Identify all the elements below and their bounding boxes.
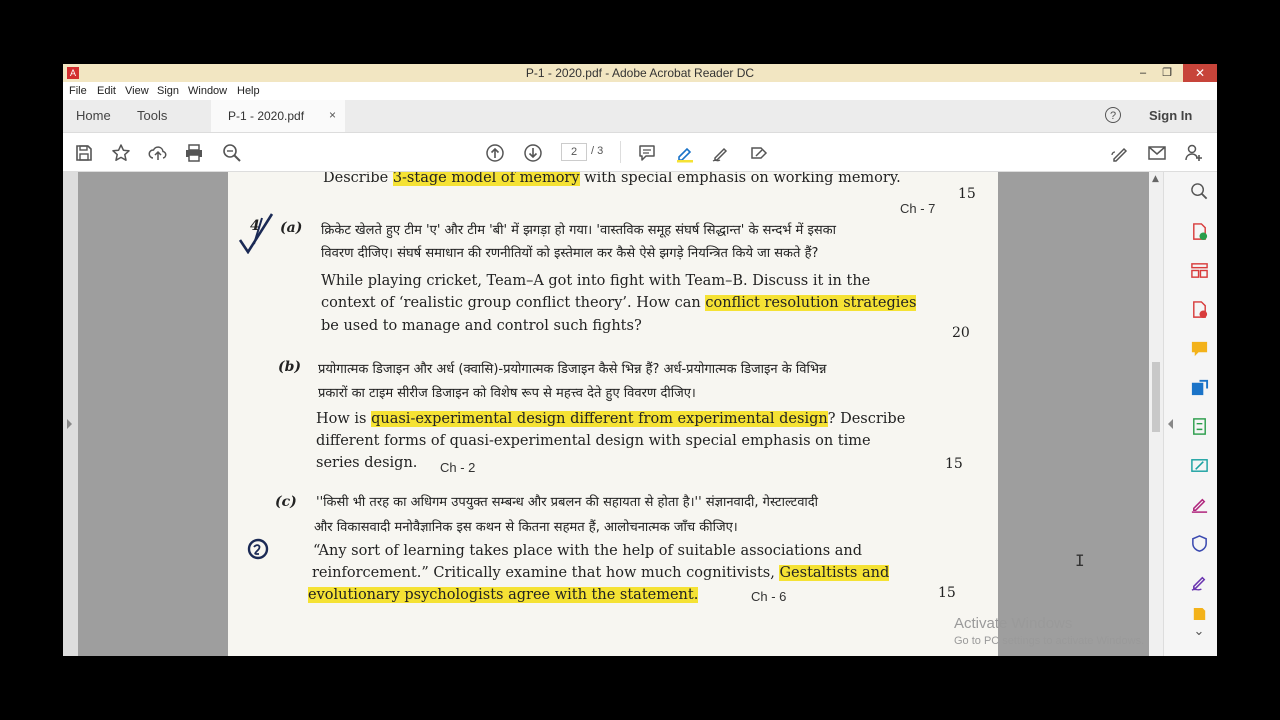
part-label: (b) [278,359,302,375]
marks: 15 [938,585,956,601]
text-line [308,587,698,603]
chapter-note: Ch - 6 [751,589,787,604]
part-label: (a) [280,220,303,236]
highlight: conflict resolution strategies [705,295,917,311]
scroll-down-icon[interactable]: ⌄ [1193,623,1205,639]
zoom-search-icon[interactable] [1188,180,1210,202]
text-line: with special emphasis on working memory. [579,172,901,186]
highlight: 3-stage model of memory [392,172,580,186]
text-line: different forms of quasi-experimental design with special emphasis on time [316,433,871,449]
upload-cloud-icon[interactable] [147,142,169,164]
tab-bar [63,100,1217,133]
hindi-line: क्रिकेट खेलते हुए टीम 'ए' और टीम 'बी' में झगड़ा हो गया। 'वास्तविक समूह संघर्ष सिद्धान्त' के सन्दर्भ में इसका [321,223,836,238]
vertical-scrollbar[interactable] [1149,172,1163,656]
page-down-icon[interactable] [522,142,544,164]
question-3-tail [323,172,901,186]
collapse-pane-icon[interactable] [1168,419,1173,429]
menu-sign[interactable]: Sign [157,85,180,97]
page-number [561,143,621,161]
highlight-pen-icon[interactable] [674,142,696,164]
menu-help[interactable]: Help [237,85,260,97]
scroll-up-icon[interactable]: ▲ [1152,174,1159,184]
hindi-line: और विकासवादी मनोवैज्ञानिक इस कथन से कितना सहमत हैं, आलोचनात्मक जाँच कीजिए। [314,520,738,535]
toolbar [63,133,1217,172]
text-line: series design. [316,455,418,471]
draw-sign-icon[interactable] [710,142,732,164]
edit-pdf-icon[interactable] [1188,454,1210,476]
expand-left-icon[interactable] [67,419,72,429]
marks: 15 [945,456,963,472]
close-tab-icon[interactable]: × [329,108,337,122]
highlight: Gestaltists and [779,565,890,581]
bookmark-star-icon[interactable] [110,142,132,164]
menu-view[interactable]: View [125,85,149,97]
activation-watermark [954,615,1144,647]
menu-window[interactable]: Window [188,85,228,97]
toolbar-divider [620,141,621,163]
text-line [321,295,916,311]
acrobat-icon: A [67,67,79,79]
text-line: be used to manage and control such fights? [321,318,642,334]
text-line: “Any sort of learning takes place with the help of suitable associations and [313,543,863,559]
fill-sign-icon[interactable] [1188,493,1210,515]
link-pen-icon[interactable] [1109,142,1131,164]
hindi-line: प्रकारों का टाइम सीरीज डिजाइन को विशेष रूप से महत्त्व देते हुए विवरण दीजिए। [318,386,696,401]
sign-in-button[interactable]: Sign In [1149,108,1193,123]
export-icon[interactable] [1188,376,1210,398]
hindi-line: प्रयोगात्मक डिजाइन और अर्ध (क्वासि)-प्रयोगात्मक डिजाइन कैसे भिन्न हैं? अर्ध-प्रयोगात्मक डिजाइन के विभिन्न [318,362,827,377]
maximize-button[interactable]: ❐ [1162,67,1172,79]
minimize-button[interactable]: – [1139,67,1147,79]
menu-bar [63,82,1217,100]
share-user-icon[interactable] [1183,142,1205,164]
marks: 15 [958,186,976,202]
save-icon[interactable] [73,142,95,164]
hindi-line: विवरण दीजिए। संघर्ष समाधान की रणनीतियों को इस्तेमाल कर कैसे ऐसे झगड़े नियन्त्रित किये जा सकते हैं? [321,246,819,261]
text-line: While playing cricket, Team–A got into fight with Team–B. Discuss it in the [321,273,871,289]
left-pane-toggle[interactable] [63,172,78,656]
hindi-line: ''किसी भी तरह का अधिगम उपयुक्त सम्बन्ध और प्रबलन की सहायता से होता है।'' संज्ञानवादी, गेस्टाल्टवादी [316,495,819,510]
marks: 20 [952,325,970,341]
send-sign-icon[interactable] [1188,571,1210,593]
fill-sign-icon[interactable] [748,142,770,164]
page-number-input[interactable]: 2 [561,143,587,161]
tab-home[interactable]: Home [76,108,111,123]
menu-edit[interactable]: Edit [97,85,116,97]
page-up-icon[interactable] [484,142,506,164]
menu-file[interactable]: File [69,85,87,97]
question-number: 4 [250,218,260,234]
acrobat-window [63,64,1217,656]
text-span: context of ‘realistic group conflict theory’. How can [321,295,706,311]
text-span: reinforcement.” Critically examine that how much cognitivists, [312,565,780,581]
pdf-page [228,172,998,656]
text-line [316,411,905,427]
tab-tools[interactable]: Tools [137,108,168,123]
window-title: P-1 - 2020.pdf - Adobe Acrobat Reader DC [525,66,755,80]
scrollbar-thumb[interactable] [1152,362,1160,432]
export-pdf-icon[interactable] [1188,220,1210,242]
document-tab-label: P-1 - 2020.pdf [228,109,305,123]
zoom-search-icon[interactable] [221,142,243,164]
page-total: / 3 [591,145,604,157]
right-tools-pane [1163,172,1217,656]
chapter-note: Ch - 7 [900,201,936,216]
part-label: (c) [275,494,297,510]
chapter-note: Ch - 2 [440,460,476,475]
more-tools-icon[interactable] [1188,608,1210,620]
text-span: ? Describe [827,411,906,427]
watermark-title: Activate Windows [954,615,1073,632]
tab-document[interactable] [211,100,345,132]
close-button[interactable]: ✕ [1183,64,1217,82]
document-viewer[interactable] [63,172,1153,656]
organize-pages-icon[interactable] [1188,259,1210,281]
text-cursor-icon: I [1075,551,1085,570]
highlight: evolutionary psychologists agree with the statement. [308,587,699,603]
comment-icon[interactable] [1188,337,1210,359]
text-line: Describe [323,172,393,186]
highlight: quasi-experimental design different from experimental design [371,411,828,427]
title-bar [63,64,1217,82]
comment-icon[interactable] [636,142,658,164]
email-icon[interactable] [1146,142,1168,164]
watermark-subtitle: Go to PC settings to activate Windows. [954,635,1145,647]
print-icon[interactable] [183,142,205,164]
protect-shield-icon[interactable] [1188,532,1210,554]
text-line [312,565,889,581]
text-span: How is [316,411,372,427]
compress-icon[interactable] [1188,415,1210,437]
create-pdf-icon[interactable] [1188,298,1210,320]
circled-mark-icon [246,537,270,561]
help-icon[interactable]: ? [1105,107,1121,123]
